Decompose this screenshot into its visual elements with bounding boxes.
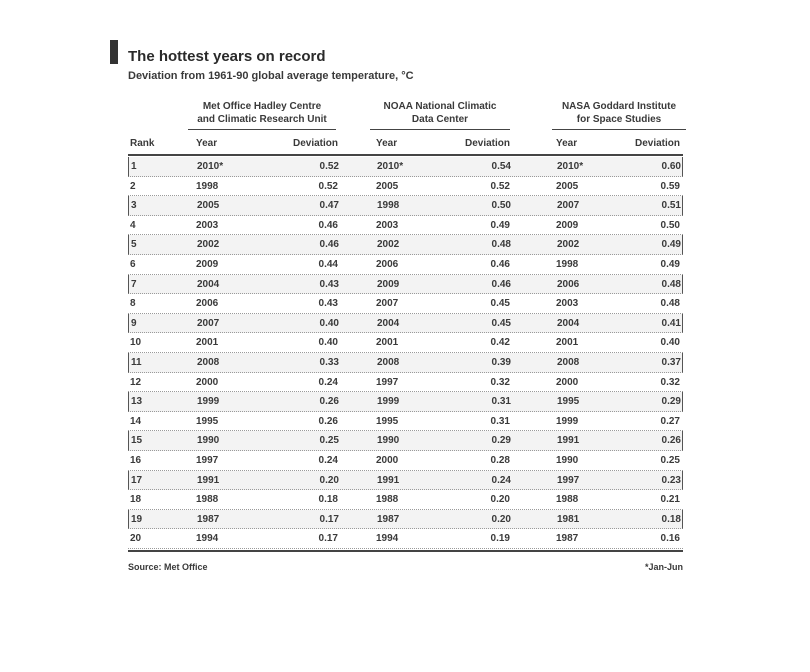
col-deviation-hadley: Deviation <box>292 138 338 149</box>
table-row <box>128 196 683 216</box>
cell-deviation-noaa: 0.45 <box>490 298 510 310</box>
cell-deviation-hadley: 0.17 <box>318 533 338 545</box>
cell-deviation-nasa: 0.59 <box>660 180 680 192</box>
cell-year-hadley: 1998 <box>196 180 219 192</box>
cell-rank: 5 <box>131 239 137 251</box>
cell-year-hadley: 2004 <box>197 278 220 290</box>
cell-year-noaa: 1994 <box>376 533 399 545</box>
cell-year-hadley: 2001 <box>196 337 219 349</box>
source-group-headers <box>110 100 685 132</box>
title-accent-bar <box>110 40 118 64</box>
cell-year-noaa: 1999 <box>377 396 400 408</box>
cell-year-noaa: 2004 <box>377 317 400 329</box>
cell-year-hadley: 1991 <box>197 474 220 486</box>
table-row <box>128 294 683 314</box>
header-rule <box>128 154 683 156</box>
table-row <box>128 314 683 334</box>
cell-year-hadley: 1994 <box>196 533 219 545</box>
cell-year-nasa: 2008 <box>557 356 580 368</box>
table-row <box>128 333 683 353</box>
table-row <box>128 353 683 373</box>
cell-rank: 9 <box>131 317 137 329</box>
cell-deviation-hadley: 0.26 <box>319 396 339 408</box>
cell-year-noaa: 1995 <box>376 415 399 427</box>
cell-deviation-nasa: 0.37 <box>661 356 681 368</box>
cell-year-nasa: 2002 <box>557 239 580 251</box>
cell-year-noaa: 1988 <box>376 494 399 506</box>
cell-deviation-hadley: 0.17 <box>319 513 339 525</box>
table-row <box>128 510 683 530</box>
cell-rank: 8 <box>130 298 136 310</box>
table-body <box>128 157 683 549</box>
cell-deviation-nasa: 0.27 <box>660 415 680 427</box>
cell-deviation-noaa: 0.29 <box>491 435 511 447</box>
cell-year-noaa: 1991 <box>377 474 400 486</box>
cell-year-nasa: 1997 <box>557 474 580 486</box>
cell-year-noaa: 1990 <box>377 435 400 447</box>
cell-year-nasa: 1991 <box>557 435 580 447</box>
cell-deviation-nasa: 0.32 <box>660 376 680 388</box>
cell-year-noaa: 2000 <box>376 454 399 466</box>
cell-year-nasa: 2010* <box>557 161 584 172</box>
cell-deviation-noaa: 0.45 <box>491 317 511 329</box>
cell-year-hadley: 2010* <box>197 161 224 172</box>
cell-deviation-hadley: 0.46 <box>318 219 338 231</box>
cell-year-noaa: 2007 <box>376 298 399 310</box>
cell-rank: 4 <box>130 219 136 231</box>
table-row <box>128 177 683 197</box>
cell-deviation-noaa: 0.31 <box>491 396 511 408</box>
cell-deviation-noaa: 0.42 <box>490 337 510 349</box>
group-header-nasa: NASA Goddard Institute for Space Studies <box>552 100 686 130</box>
cell-year-hadley: 1990 <box>197 435 220 447</box>
cell-year-nasa: 2007 <box>557 200 580 212</box>
cell-year-hadley: 2000 <box>196 376 219 388</box>
cell-deviation-noaa: 0.32 <box>490 376 510 388</box>
cell-year-nasa: 1987 <box>556 533 579 545</box>
cell-deviation-nasa: 0.25 <box>660 454 680 466</box>
cell-deviation-nasa: 0.40 <box>660 337 680 349</box>
cell-deviation-nasa: 0.16 <box>660 533 680 545</box>
cell-deviation-hadley: 0.46 <box>319 239 339 251</box>
cell-year-noaa: 2001 <box>376 337 399 349</box>
cell-rank: 2 <box>130 180 136 192</box>
cell-year-noaa: 2002 <box>377 239 400 251</box>
cell-deviation-nasa: 0.60 <box>661 161 681 172</box>
cell-deviation-nasa: 0.26 <box>661 435 681 447</box>
cell-rank: 15 <box>131 435 143 447</box>
table-row <box>128 431 683 451</box>
table-row <box>128 216 683 236</box>
figure-title: The hottest years on record <box>128 48 326 65</box>
cell-year-hadley: 2003 <box>196 219 219 231</box>
cell-year-nasa: 1998 <box>556 258 579 270</box>
table-row <box>128 373 683 393</box>
table-row <box>128 471 683 491</box>
cell-year-noaa: 1997 <box>376 376 399 388</box>
cell-year-hadley: 2002 <box>197 239 220 251</box>
cell-deviation-hadley: 0.52 <box>318 180 338 192</box>
cell-deviation-nasa: 0.49 <box>660 258 680 270</box>
cell-year-noaa: 2010* <box>377 161 404 172</box>
cell-deviation-noaa: 0.46 <box>490 258 510 270</box>
cell-year-hadley: 2005 <box>197 200 220 212</box>
table-row <box>128 235 683 255</box>
cell-year-noaa: 2009 <box>377 278 400 290</box>
cell-year-nasa: 1995 <box>557 396 580 408</box>
cell-year-noaa: 1987 <box>377 513 400 525</box>
cell-year-hadley: 1987 <box>197 513 220 525</box>
cell-year-nasa: 1999 <box>556 415 579 427</box>
cell-deviation-hadley: 0.26 <box>318 415 338 427</box>
cell-deviation-noaa: 0.39 <box>491 356 511 368</box>
cell-year-hadley: 2006 <box>196 298 219 310</box>
table-row <box>128 157 683 177</box>
cell-year-nasa: 1988 <box>556 494 579 506</box>
cell-rank: 19 <box>131 513 143 525</box>
cell-year-nasa: 2001 <box>556 337 579 349</box>
cell-deviation-noaa: 0.49 <box>490 219 510 231</box>
group-header-hadley: Met Office Hadley Centre and Climatic Research Unit <box>188 100 336 130</box>
cell-deviation-noaa: 0.28 <box>490 454 510 466</box>
cell-rank: 11 <box>131 356 142 368</box>
footer-rule <box>128 550 683 552</box>
table-row <box>128 451 683 471</box>
cell-deviation-noaa: 0.20 <box>490 494 510 506</box>
cell-deviation-hadley: 0.24 <box>318 376 338 388</box>
cell-year-hadley: 1995 <box>196 415 219 427</box>
cell-rank: 10 <box>130 337 142 349</box>
col-deviation-nasa: Deviation <box>634 138 680 149</box>
column-headers <box>128 138 683 152</box>
cell-year-noaa: 1998 <box>377 200 400 212</box>
cell-year-nasa: 2006 <box>557 278 580 290</box>
cell-year-hadley: 1988 <box>196 494 219 506</box>
cell-deviation-noaa: 0.46 <box>491 278 511 290</box>
cell-deviation-hadley: 0.52 <box>319 161 339 172</box>
cell-rank: 13 <box>131 396 143 408</box>
cell-deviation-noaa: 0.50 <box>491 200 511 212</box>
cell-year-noaa: 2006 <box>376 258 399 270</box>
col-year-hadley: Year <box>196 138 218 149</box>
col-deviation-noaa: Deviation <box>464 138 510 149</box>
cell-deviation-nasa: 0.48 <box>661 278 681 290</box>
cell-deviation-hadley: 0.43 <box>319 278 339 290</box>
cell-rank: 7 <box>131 278 137 290</box>
cell-deviation-hadley: 0.24 <box>318 454 338 466</box>
cell-year-nasa: 2004 <box>557 317 580 329</box>
cell-rank: 16 <box>130 454 142 466</box>
cell-year-hadley: 2007 <box>197 317 220 329</box>
cell-rank: 18 <box>130 494 142 506</box>
table-row <box>128 529 683 549</box>
cell-year-noaa: 2008 <box>377 356 400 368</box>
col-year-noaa: Year <box>376 138 398 149</box>
cell-deviation-hadley: 0.20 <box>319 474 339 486</box>
cell-year-nasa: 2000 <box>556 376 579 388</box>
cell-year-nasa: 1990 <box>556 454 579 466</box>
cell-deviation-nasa: 0.29 <box>661 396 681 408</box>
cell-year-hadley: 1997 <box>196 454 219 466</box>
cell-deviation-noaa: 0.54 <box>491 161 511 172</box>
table-row <box>128 255 683 275</box>
cell-deviation-hadley: 0.47 <box>319 200 339 212</box>
cell-deviation-noaa: 0.24 <box>491 474 511 486</box>
figure-subtitle: Deviation from 1961-90 global average temperature, °C <box>128 70 414 82</box>
cell-deviation-nasa: 0.21 <box>660 494 680 506</box>
col-rank: Rank <box>130 138 155 149</box>
cell-deviation-nasa: 0.50 <box>660 219 680 231</box>
cell-deviation-noaa: 0.19 <box>490 533 510 545</box>
source-note: Source: Met Office <box>128 562 208 572</box>
cell-deviation-noaa: 0.31 <box>490 415 510 427</box>
table-row <box>128 392 683 412</box>
cell-year-noaa: 2005 <box>376 180 399 192</box>
cell-rank: 17 <box>131 474 143 486</box>
cell-year-nasa: 2009 <box>556 219 579 231</box>
cell-rank: 14 <box>130 415 142 427</box>
cell-deviation-hadley: 0.40 <box>319 317 339 329</box>
cell-year-noaa: 2003 <box>376 219 399 231</box>
table-row <box>128 490 683 510</box>
footnote: *Jan-Jun <box>644 562 683 572</box>
cell-deviation-hadley: 0.44 <box>318 258 338 270</box>
cell-year-nasa: 2005 <box>556 180 579 192</box>
cell-year-hadley: 2009 <box>196 258 219 270</box>
cell-year-nasa: 1981 <box>557 513 580 525</box>
cell-deviation-nasa: 0.48 <box>660 298 680 310</box>
table-row <box>128 412 683 432</box>
cell-deviation-nasa: 0.49 <box>661 239 681 251</box>
table-row <box>128 275 683 295</box>
cell-rank: 1 <box>131 161 137 172</box>
cell-rank: 12 <box>130 376 142 388</box>
cell-deviation-nasa: 0.18 <box>661 513 681 525</box>
cell-deviation-nasa: 0.41 <box>661 317 681 329</box>
cell-deviation-hadley: 0.33 <box>319 356 339 368</box>
cell-deviation-hadley: 0.43 <box>318 298 338 310</box>
cell-deviation-hadley: 0.25 <box>319 435 339 447</box>
cell-year-hadley: 2008 <box>197 356 220 368</box>
cell-deviation-noaa: 0.52 <box>490 180 510 192</box>
cell-deviation-nasa: 0.51 <box>661 200 681 212</box>
cell-rank: 20 <box>130 533 142 545</box>
cell-deviation-noaa: 0.48 <box>491 239 511 251</box>
cell-deviation-nasa: 0.23 <box>661 474 681 486</box>
cell-deviation-noaa: 0.20 <box>491 513 511 525</box>
cell-deviation-hadley: 0.18 <box>318 494 338 506</box>
cell-rank: 3 <box>131 200 137 212</box>
cell-year-hadley: 1999 <box>197 396 220 408</box>
col-year-nasa: Year <box>556 138 578 149</box>
cell-rank: 6 <box>130 258 136 270</box>
cell-year-nasa: 2003 <box>556 298 579 310</box>
group-header-noaa: NOAA National Climatic Data Center <box>370 100 510 130</box>
cell-deviation-hadley: 0.40 <box>318 337 338 349</box>
